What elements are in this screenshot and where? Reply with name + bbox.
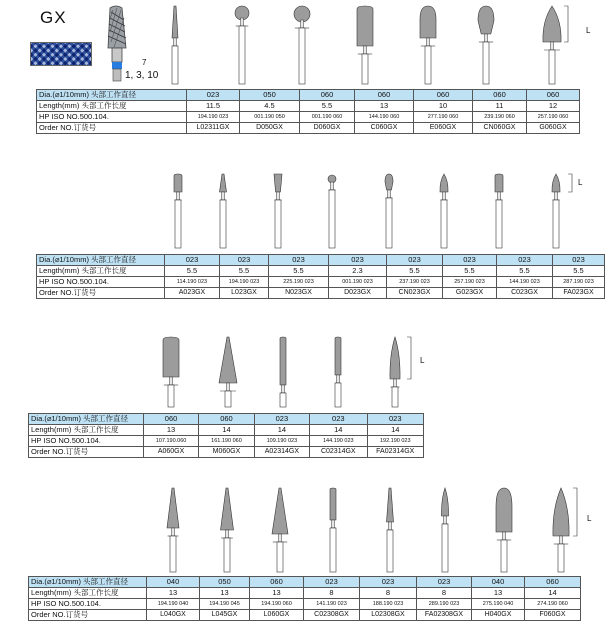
hp-cell: 239.190 060 bbox=[473, 112, 527, 123]
order-cell: D060GX bbox=[300, 123, 355, 134]
length-cell: 10 bbox=[414, 101, 473, 112]
order-cell: H040GX bbox=[472, 610, 525, 621]
tool-row-1 bbox=[150, 4, 599, 88]
row-dia bbox=[29, 577, 581, 588]
tool-drawing-invcone bbox=[274, 174, 282, 248]
order-cell: L040GX bbox=[147, 610, 200, 621]
dia-cell: 023 bbox=[553, 255, 605, 266]
tool-drawing-cylinder bbox=[335, 337, 341, 407]
row-label-hp: HP ISO NO.500.104. bbox=[29, 599, 147, 610]
row-label-order: Order NO.订货号 bbox=[37, 123, 187, 134]
order-cell: A060GX bbox=[143, 447, 198, 458]
order-cell: L045GX bbox=[200, 610, 250, 621]
order-cell: M060GX bbox=[199, 447, 254, 458]
spec-table-4 bbox=[28, 576, 581, 621]
hp-cell: 274.190 060 bbox=[525, 599, 581, 610]
tool-drawing-cone bbox=[220, 174, 227, 248]
order-cell: A02314GX bbox=[254, 447, 309, 458]
dia-cell: 060 bbox=[525, 577, 581, 588]
order-cell: FA02308GX bbox=[417, 610, 472, 621]
dia-cell: 060 bbox=[300, 90, 355, 101]
dia-cell: 023 bbox=[187, 90, 240, 101]
length-cell: 12 bbox=[527, 101, 580, 112]
order-cell: L02308GX bbox=[360, 610, 417, 621]
length-cell: 13 bbox=[355, 101, 414, 112]
dia-cell: 060 bbox=[250, 577, 304, 588]
tool-drawing-cylinder bbox=[280, 337, 286, 407]
order-cell: G023GX bbox=[443, 288, 497, 299]
hp-cell: 144.190 023 bbox=[497, 277, 553, 288]
order-cell: C02314GX bbox=[310, 447, 367, 458]
tool-drawing-cylinder bbox=[357, 6, 373, 84]
row-length bbox=[29, 425, 424, 436]
length-dimension-bracket bbox=[568, 174, 572, 192]
row-dia bbox=[29, 414, 424, 425]
tool-drawing-cylinder bbox=[495, 174, 503, 248]
dia-cell: 060 bbox=[414, 90, 473, 101]
tool-drawing-flame bbox=[390, 337, 400, 407]
order-cell: L023GX bbox=[220, 288, 269, 299]
hp-cell: 114.190 023 bbox=[165, 277, 220, 288]
row-length bbox=[37, 266, 605, 277]
tool-row-4 bbox=[143, 486, 592, 576]
spec-table-1 bbox=[36, 89, 580, 134]
length-cell: 14 bbox=[199, 425, 254, 436]
figure-number: 7 bbox=[142, 58, 147, 67]
length-cell: 5.5 bbox=[497, 266, 553, 277]
cut-pattern-sample bbox=[30, 42, 92, 66]
dia-cell: 050 bbox=[240, 90, 300, 101]
length-cell: 13 bbox=[143, 425, 198, 436]
length-dimension-bracket bbox=[573, 488, 577, 536]
order-cell: L060GX bbox=[250, 610, 304, 621]
tool-drawing-cone bbox=[219, 337, 237, 407]
length-cell: 11.5 bbox=[187, 101, 240, 112]
row-label-hp: HP ISO NO.500.104. bbox=[37, 112, 187, 123]
row-label-dia: Dia.(⌀1/10mm) 头部工作直径 bbox=[29, 577, 147, 588]
hp-cell: 001.190 050 bbox=[240, 112, 300, 123]
tool-drawing-cylinder bbox=[330, 488, 336, 572]
row-label-order: Order NO.订货号 bbox=[29, 610, 147, 621]
dia-cell: 023 bbox=[360, 577, 417, 588]
hp-cell: 194.190 060 bbox=[250, 599, 304, 610]
row-order bbox=[29, 447, 424, 458]
dia-cell: 023 bbox=[443, 255, 497, 266]
page-title: GX bbox=[40, 8, 67, 27]
hp-cell: 141.190 023 bbox=[304, 599, 360, 610]
hp-cell: 107.190.060 bbox=[143, 436, 198, 447]
row-hp bbox=[37, 112, 580, 123]
tool-drawing-tree bbox=[385, 174, 393, 248]
hp-cell: 001.190 023 bbox=[329, 277, 387, 288]
tool-row-2 bbox=[150, 172, 599, 252]
dia-cell: 023 bbox=[387, 255, 443, 266]
length-marker: L bbox=[420, 356, 425, 365]
length-marker: L bbox=[587, 514, 592, 523]
tool-drawing-cylinder bbox=[163, 337, 179, 407]
order-cell: D050GX bbox=[240, 123, 300, 134]
dia-cell: 060 bbox=[355, 90, 414, 101]
length-cell: 13 bbox=[147, 588, 200, 599]
tool-drawing-cone bbox=[387, 488, 394, 572]
order-cell: D023GX bbox=[329, 288, 387, 299]
row-order bbox=[37, 288, 605, 299]
tool-drawing-flame bbox=[440, 174, 448, 248]
hp-cell: 109.190 023 bbox=[254, 436, 309, 447]
row-dia bbox=[37, 90, 580, 101]
hp-cell: 225.190 023 bbox=[269, 277, 329, 288]
tool-drawing-flame bbox=[552, 174, 560, 248]
order-cell: G060GX bbox=[527, 123, 580, 134]
tool-drawing-cone bbox=[172, 6, 178, 84]
dia-cell: 023 bbox=[220, 255, 269, 266]
dia-cell: 023 bbox=[497, 255, 553, 266]
length-cell: 5.5 bbox=[553, 266, 605, 277]
row-label-order: Order NO.订货号 bbox=[37, 288, 165, 299]
length-marker: L bbox=[578, 178, 583, 187]
dia-cell: 023 bbox=[254, 414, 309, 425]
order-cell: FA023GX bbox=[553, 288, 605, 299]
row-label-length: Length(mm) 头部工作长度 bbox=[37, 101, 187, 112]
order-cell: L02311GX bbox=[187, 123, 240, 134]
row-order bbox=[37, 123, 580, 134]
row-hp bbox=[29, 599, 581, 610]
tool-drawing-flame bbox=[441, 488, 448, 572]
length-cell: 14 bbox=[310, 425, 367, 436]
tool-drawing-cone bbox=[221, 488, 234, 572]
row-label-hp: HP ISO NO.500.104. bbox=[37, 277, 165, 288]
row-hp bbox=[29, 436, 424, 447]
row-label-length: Length(mm) 头部工作长度 bbox=[37, 266, 165, 277]
order-cell: N023GX bbox=[269, 288, 329, 299]
tool-drawing-cone bbox=[167, 488, 179, 572]
hp-cell: 257.190 060 bbox=[527, 112, 580, 123]
length-cell: 8 bbox=[360, 588, 417, 599]
hp-cell: 001.190 060 bbox=[300, 112, 355, 123]
figure-caption: 1, 3, 10 bbox=[125, 70, 159, 81]
hp-cell: 275.190 040 bbox=[472, 599, 525, 610]
dia-cell: 060 bbox=[143, 414, 198, 425]
row-label-dia: Dia.(⌀1/10mm) 头部工作直径 bbox=[37, 255, 165, 266]
dia-cell: 040 bbox=[472, 577, 525, 588]
dia-cell: 023 bbox=[310, 414, 367, 425]
order-cell: F060GX bbox=[525, 610, 581, 621]
tool-row-3 bbox=[143, 335, 428, 411]
hp-cell: 194.190 023 bbox=[220, 277, 269, 288]
length-cell: 5.5 bbox=[300, 101, 355, 112]
row-label-length: Length(mm) 头部工作长度 bbox=[29, 588, 147, 599]
order-cell: FA02314GX bbox=[367, 447, 424, 458]
tool-drawing-flame bbox=[553, 488, 569, 572]
length-cell: 14 bbox=[367, 425, 424, 436]
row-label-dia: Dia.(⌀1/10mm) 头部工作直径 bbox=[37, 90, 187, 101]
row-label-length: Length(mm) 头部工作长度 bbox=[29, 425, 144, 436]
hp-cell: 289.190 023 bbox=[417, 599, 472, 610]
row-dia bbox=[37, 255, 605, 266]
dia-cell: 060 bbox=[473, 90, 527, 101]
row-label-dia: Dia.(⌀1/10mm) 头部工作直径 bbox=[29, 414, 144, 425]
hp-cell: 237.190 023 bbox=[387, 277, 443, 288]
dia-cell: 050 bbox=[200, 577, 250, 588]
row-length bbox=[37, 101, 580, 112]
order-cell: E060GX bbox=[414, 123, 473, 134]
order-cell: A023GX bbox=[165, 288, 220, 299]
length-cell: 5.5 bbox=[269, 266, 329, 277]
length-cell: 5.5 bbox=[443, 266, 497, 277]
hp-cell: 257.190 023 bbox=[443, 277, 497, 288]
length-cell: 5.5 bbox=[165, 266, 220, 277]
length-cell: 8 bbox=[304, 588, 360, 599]
length-marker: L bbox=[586, 26, 591, 35]
order-cell: C02308GX bbox=[304, 610, 360, 621]
dia-cell: 023 bbox=[165, 255, 220, 266]
length-cell: 13 bbox=[250, 588, 304, 599]
hp-cell: 188.190 023 bbox=[360, 599, 417, 610]
hp-cell: 144.190 060 bbox=[355, 112, 414, 123]
hp-cell: 144.190 023 bbox=[310, 436, 367, 447]
order-cell: C060GX bbox=[355, 123, 414, 134]
tool-drawing-ball bbox=[294, 6, 310, 84]
row-label-order: Order NO.订货号 bbox=[29, 447, 144, 458]
length-cell: 13 bbox=[200, 588, 250, 599]
order-cell: CN060GX bbox=[473, 123, 527, 134]
tool-drawing-tree bbox=[478, 6, 494, 84]
tool-drawing-flame bbox=[543, 6, 561, 84]
row-length bbox=[29, 588, 581, 599]
hp-cell: 194.190 040 bbox=[147, 599, 200, 610]
dia-cell: 023 bbox=[269, 255, 329, 266]
tool-drawing-cone bbox=[272, 488, 288, 572]
hp-cell: 277.190 060 bbox=[414, 112, 473, 123]
hp-cell: 194.190 045 bbox=[200, 599, 250, 610]
dia-cell: 023 bbox=[367, 414, 424, 425]
row-hp bbox=[37, 277, 605, 288]
dia-cell: 040 bbox=[147, 577, 200, 588]
dia-cell: 023 bbox=[417, 577, 472, 588]
order-cell: CN023GX bbox=[387, 288, 443, 299]
length-cell: 4.5 bbox=[240, 101, 300, 112]
row-order bbox=[29, 610, 581, 621]
dia-cell: 060 bbox=[199, 414, 254, 425]
length-cell: 5.5 bbox=[220, 266, 269, 277]
length-dimension-bracket bbox=[564, 6, 568, 42]
hp-cell: 287.190 023 bbox=[553, 277, 605, 288]
tool-drawing-oval bbox=[496, 488, 512, 572]
hp-cell: 192.190 023 bbox=[367, 436, 424, 447]
order-cell: C023GX bbox=[497, 288, 553, 299]
hp-cell: 161.190 060 bbox=[199, 436, 254, 447]
tool-drawing-ball bbox=[235, 6, 249, 84]
length-dimension-bracket bbox=[407, 337, 411, 379]
length-cell: 5.5 bbox=[387, 266, 443, 277]
length-cell: 2.3 bbox=[329, 266, 387, 277]
spec-table-2 bbox=[36, 254, 605, 299]
dia-cell: 023 bbox=[304, 577, 360, 588]
length-cell: 11 bbox=[473, 101, 527, 112]
length-cell: 13 bbox=[472, 588, 525, 599]
row-label-hp: HP ISO NO.500.104. bbox=[29, 436, 144, 447]
tool-drawing-oval bbox=[420, 6, 436, 84]
tool-drawing-ball bbox=[328, 175, 336, 248]
length-cell: 8 bbox=[417, 588, 472, 599]
length-cell: 14 bbox=[254, 425, 309, 436]
length-cell: 14 bbox=[525, 588, 581, 599]
dia-cell: 023 bbox=[329, 255, 387, 266]
tool-drawing-cylinder bbox=[174, 174, 182, 248]
spec-table-3 bbox=[28, 413, 424, 458]
dia-cell: 060 bbox=[527, 90, 580, 101]
hp-cell: 194.190 023 bbox=[187, 112, 240, 123]
